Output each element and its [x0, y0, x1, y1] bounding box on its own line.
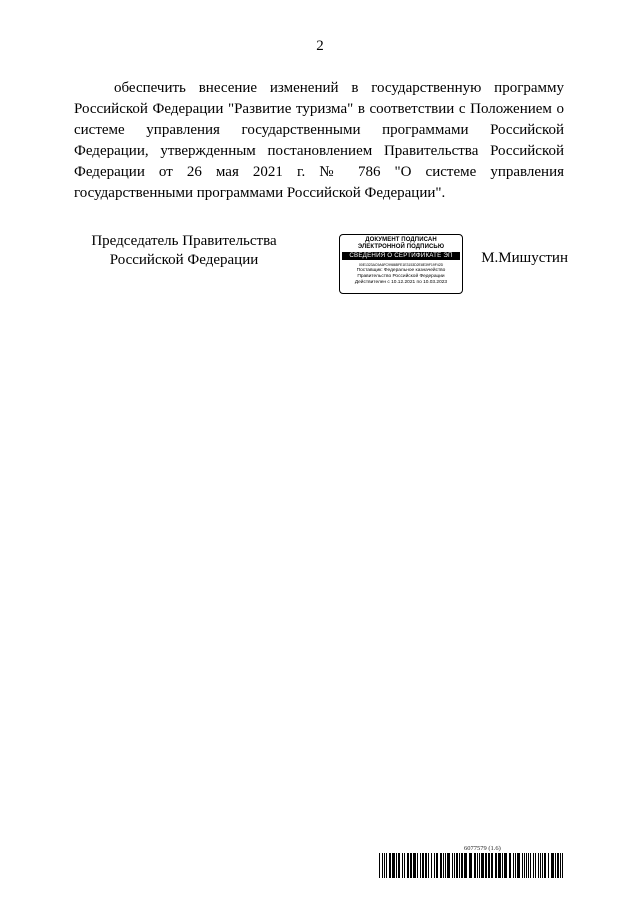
document-code: 6077579 (1.6)	[464, 845, 501, 852]
stamp-line2: ЭЛЕКТРОННОЙ ПОДПИСЬЮ	[357, 244, 445, 250]
stamp-serial: 00E1323AC9A6FC9986BFE1E3153D2E8E39F19F42D	[358, 263, 444, 267]
page-number: 2	[316, 38, 324, 54]
stamp-owner-line2: Правительство Российской Федерации	[357, 274, 445, 279]
stamp-banner: СВЕДЕНИЯ О СЕРТИФИКАТЕ ЭП	[342, 252, 460, 260]
signer-title-line2: Российской Федерации	[109, 252, 259, 268]
stamp-owner-line1: Поставщик: Федеральное казначейство	[356, 268, 446, 273]
body-paragraph: обеспечить внесение изменений в государственную программу Российской Федерации "Развитие туризма" в соответствии с Положением о системе управления государственными программами Российской Федерации, утвержденным постановлением Правительства Российской Федерации от 26 мая 2021 г. № 786 "О системе управления государственными программами Российской Федерации".	[74, 80, 564, 201]
barcode-icon	[379, 853, 565, 878]
signer-title-line1: Председатель Правительства	[91, 233, 277, 249]
stamp-validity: Действителен с 10.12.2021 по 10.03.2023	[354, 280, 448, 285]
signer-title	[74, 232, 294, 270]
signer-name: М.Мишустин	[481, 250, 568, 266]
stamp-line1: ДОКУМЕНТ ПОДПИСАН	[365, 237, 437, 243]
document-body	[74, 78, 564, 204]
electronic-signature-stamp	[339, 234, 463, 294]
